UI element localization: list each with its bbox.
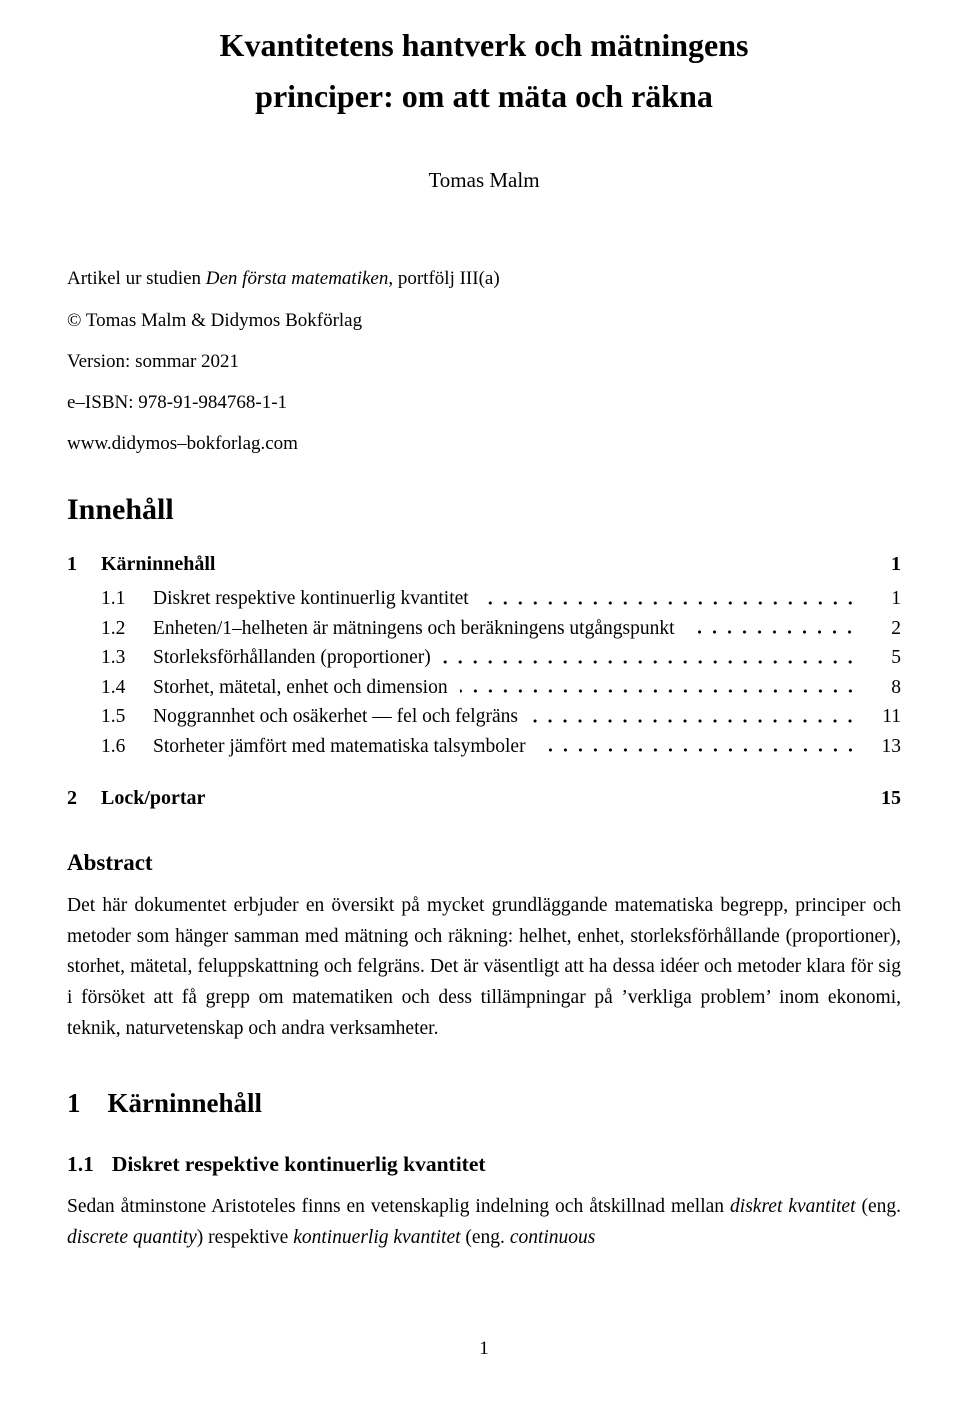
- meta-line-artikel: [67, 267, 901, 290]
- document-title: [67, 0, 901, 122]
- toc-section-row-1-3[interactable]: [67, 643, 901, 673]
- toc-section-row-1-4[interactable]: [67, 673, 901, 703]
- toc-section-number: 1.3: [101, 647, 126, 669]
- section-1-heading: [67, 1088, 901, 1119]
- section-title: Kärninnehåll: [107, 1088, 263, 1119]
- toc-chapter-page: 1: [891, 553, 901, 576]
- document-author: Tomas Malm: [428, 168, 540, 193]
- term-diskret-kvantitet: diskret kvantitet: [730, 1196, 856, 1218]
- toc-section-page: 8: [891, 676, 901, 698]
- toc-section-title: Diskret respektive kontinuerlig kvantitet: [153, 588, 469, 610]
- toc-section-page: 11: [882, 706, 901, 728]
- toc-section-title: Noggrannhet och osäkerhet — fel och felgräns: [153, 706, 518, 728]
- subsection-1-1-heading: [67, 1152, 901, 1177]
- toc-chapter-number: 1: [67, 553, 77, 576]
- toc-chapter-row-2[interactable]: [67, 787, 901, 810]
- toc-section-number: 1.4: [101, 676, 126, 698]
- abstract-text: Det här dokumentet erbjuder en översikt på mycket grundläggande matematiska begrepp, principer och metoder som hänger samman med mätning och räkning: helhet, enhet, storleksförhållande (proportioner), storhet, mätetal, feluppskattning och felgräns. Det är väsentligt att ha dessa idéer och metoder klara för sig i försöket att få grepp om matematiken och dess tillämpningar på ’verkliga problem’ inom ekonomi, teknik, naturvetenskap och andra verksamheter.: [67, 895, 901, 1039]
- toc-section-number: 1.2: [101, 617, 126, 639]
- toc-chapter-title: Kärninnehåll: [101, 553, 216, 576]
- toc-dot-leader: [530, 719, 863, 723]
- meta-line-copyright: © Tomas Malm & Didymos Bokförlag: [67, 309, 363, 331]
- toc-dot-leader: [460, 689, 863, 693]
- toc-chapter-title: Lock/portar: [101, 787, 206, 810]
- toc-section-page: 1: [891, 588, 901, 610]
- toc-section-title: Storheter jämfört med matematiska talsymboler: [153, 735, 526, 757]
- toc-section-number: 1.1: [101, 588, 126, 610]
- page-number: 1: [479, 1338, 489, 1359]
- toc-section-title: Enheten/1–helheten är mätningens och beräkningens utgångspunkt: [153, 617, 675, 639]
- metadata-block: [67, 267, 901, 455]
- toc-chapter-row-1[interactable]: [67, 553, 901, 576]
- section-1: [67, 1088, 901, 1253]
- meta-study-title: Den första matematiken: [205, 268, 389, 290]
- toc-heading: Innehåll: [67, 493, 174, 527]
- toc-section-row-1-2[interactable]: [67, 614, 901, 644]
- toc-dot-leader: [443, 660, 863, 664]
- meta-artikel-suffix: , portfölj III(a): [388, 268, 500, 290]
- toc-section-page: 5: [891, 647, 901, 669]
- subsection-number: 1.1: [67, 1152, 94, 1177]
- meta-line-isbn: e–ISBN: 978-91-984768-1-1: [67, 391, 288, 413]
- document-title-line2: principer: om att mäta och räkna: [255, 78, 713, 115]
- abstract-section: [67, 850, 901, 1044]
- meta-line-version: Version: sommar 2021: [67, 350, 240, 372]
- toc-dot-leader: [538, 748, 863, 752]
- toc-section-title: Storhet, mätetal, enhet och dimension: [153, 676, 448, 698]
- body-text-segment: Sedan åtminstone Aristoteles finns en vetenskaplig indelning och åtskillnad mellan: [67, 1196, 731, 1218]
- toc-chapter-number: 2: [67, 787, 77, 810]
- toc-dot-leader: [686, 630, 863, 634]
- document-title-line1: Kvantitetens hantverk och mätningens: [219, 27, 749, 63]
- term-discrete-quantity: discrete quantity: [67, 1226, 197, 1248]
- table-of-contents: [67, 493, 901, 810]
- abstract-heading: Abstract: [67, 850, 153, 876]
- toc-section-row-1-1[interactable]: [67, 584, 901, 614]
- section-number: 1: [67, 1088, 81, 1119]
- toc-section-page: 13: [881, 735, 901, 757]
- toc-chapter-page: 15: [881, 787, 901, 810]
- toc-section-number: 1.6: [101, 735, 126, 757]
- toc-section-row-1-6[interactable]: [67, 732, 901, 762]
- subsection-title: Diskret respektive kontinuerlig kvantitet: [111, 1152, 486, 1177]
- body-text-segment: (eng.: [460, 1226, 510, 1248]
- toc-section-number: 1.5: [101, 706, 126, 728]
- meta-line-website: www.didymos–bokforlag.com: [67, 433, 298, 455]
- toc-dot-leader: [481, 601, 863, 605]
- meta-artikel-prefix: Artikel ur studien: [67, 268, 206, 290]
- toc-section-list: [67, 584, 901, 761]
- toc-section-page: 2: [891, 617, 901, 639]
- toc-section-title: Storleksförhållanden (proportioner): [153, 647, 431, 669]
- body-paragraph: [67, 1192, 901, 1253]
- term-kontinuerlig-kvantitet: kontinuerlig kvantitet: [293, 1226, 461, 1248]
- toc-section-row-1-5[interactable]: [67, 702, 901, 732]
- body-text-segment: (eng.: [855, 1196, 901, 1218]
- term-continuous: continuous: [509, 1226, 596, 1248]
- body-text-segment: ) respektive: [196, 1226, 294, 1248]
